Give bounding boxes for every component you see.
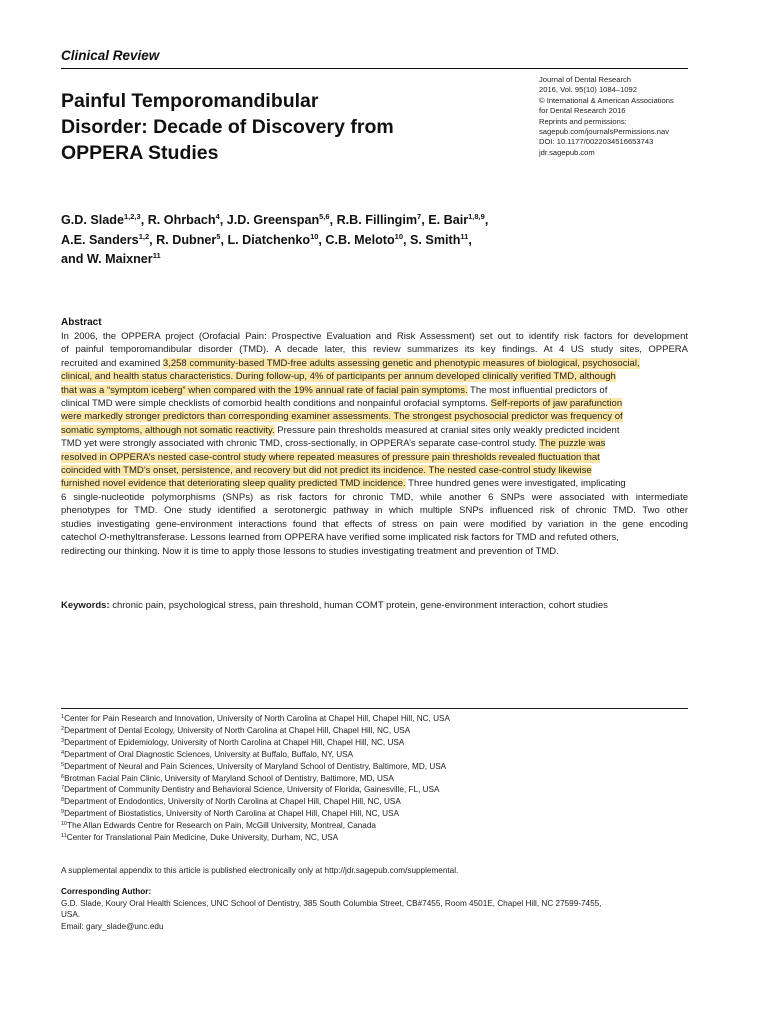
author-name: A.E. Sanders: [61, 232, 139, 247]
title-line: Disorder: Decade of Discovery from: [61, 116, 394, 138]
affiliation-number: 7: [61, 785, 65, 792]
affiliation-number: 6: [61, 773, 65, 780]
affiliation-text: Department of Oral Diagnostic Sciences, University at Buffalo, Buffalo, NY, USA: [64, 749, 354, 759]
affiliation-item: [61, 773, 701, 785]
affiliation-item: [61, 820, 701, 832]
section-label: Clinical Review: [61, 48, 160, 63]
abstract-line: [61, 397, 688, 410]
affiliation-item: [61, 761, 701, 773]
abstract-text: TMD yet were strongly associated with chronic TMD, cross-sectionally, in OPPERA’s separate case-control study.: [61, 438, 540, 450]
author-affiliation-marker: 7: [417, 212, 422, 221]
author-name: J.D. Greenspan: [226, 213, 320, 227]
affiliation-item: [61, 832, 701, 844]
author-affiliation-marker: 11: [460, 231, 469, 241]
affiliation-list: [61, 713, 701, 844]
affiliation-number: 3: [61, 737, 65, 744]
author-affiliation-marker: 11: [152, 251, 161, 260]
journal-name: Journal of Dental Research: [539, 75, 632, 84]
affiliation-number: 10: [61, 821, 68, 828]
journal-reprints: Reprints and permissions:: [539, 116, 627, 126]
affiliation-text: Brotman Facial Pain Clinic, University of Maryland School of Dentistry, Baltimore, MD, USA: [64, 773, 394, 783]
author-name: S. Smith: [410, 232, 461, 247]
author-affiliation-marker: 10: [394, 231, 404, 241]
abstract-line: [61, 357, 688, 370]
author-affiliation-marker: 4: [215, 212, 220, 221]
affiliation-number: 1: [61, 714, 65, 720]
affiliation-text: Department of Dental Ecology, University of North Carolina at Chapel Hill, Chapel Hill, NC, USA: [64, 725, 411, 735]
affiliation-number: 11: [61, 833, 67, 840]
affiliation-number: 9: [61, 809, 65, 816]
affiliation-text: The Allan Edwards Centre for Research on Pain, McGill University, Montreal, Canada: [67, 821, 376, 831]
abstract-line: [61, 477, 688, 490]
abstract-line: [61, 370, 688, 383]
abstract-line: [61, 424, 688, 437]
supplemental-note: A supplemental appendix to this article is published electronically only at http://jdr.sagepub.com/supplemental.: [61, 866, 459, 875]
abstract-line: [61, 410, 688, 423]
affiliation-item: [61, 737, 701, 749]
affiliation-number: 2: [61, 725, 65, 732]
affiliation-text: Department of Epidemiology, University of North Carolina at Chapel Hill, Chapel Hill, NC, USA: [64, 737, 405, 747]
abstract-highlight: were markedly stronger predictors than corresponding examiner assessments. The strongest psychosocial predictor was frequency of: [61, 411, 623, 423]
affiliation-number: 5: [61, 761, 65, 768]
abstract-highlight: furnished novel evidence that deteriorating sleep quality predicted TMD incidence.: [61, 478, 406, 490]
abstract-highlight: coincided with TMD’s onset, persistence, and recovery but did not predict its incidence. The nested case-control study likewise: [61, 465, 592, 477]
abstract-text: Pressure pain thresholds measured at cranial sites only weakly predicted incident: [274, 424, 620, 436]
abstract-line: In 2006, the OPPERA project (Orofacial Pain: Prospective Evaluation and Risk Assessment) set out to identify risk factors for development: [61, 331, 688, 342]
header-rule: [61, 68, 688, 69]
affiliation-number: 8: [61, 797, 65, 804]
journal-volume: 2016, Vol. 95(10) 1084–1092: [539, 85, 637, 95]
author-affiliation-marker: 10: [310, 231, 319, 241]
affiliation-text: Center for Pain Research and Innovation, University of North Carolina at Chapel Hill, Chapel Hill, NC, USA: [64, 714, 450, 723]
affiliation-item: [61, 796, 701, 808]
affiliation-text: Center for Translational Pain Medicine, Duke University, Durham, NC, USA: [66, 833, 339, 843]
journal-info: [539, 75, 699, 158]
affiliation-text: Department of Neural and Pain Sciences, University of Maryland School of Dentistry, Baltimore, MD, USA: [64, 761, 447, 771]
corresponding-address-cont: USA.: [61, 910, 81, 920]
abstract-text: recruited and examined: [61, 357, 163, 369]
author-affiliation-marker: 5,6: [319, 212, 330, 221]
abstract-line: [61, 531, 688, 544]
abstract-line: studies investigating gene-environment interactions found that effects of stress on pain were modified by variation in the gene encoding: [61, 518, 688, 530]
corresponding-address: G.D. Slade, Koury Oral Health Sciences, UNC School of Dentistry, 385 South Columbia Street, CB#7455, Room 4501E, Chapel Hill, NC 27599-7455,: [61, 898, 602, 908]
author-name: W. Maixner: [86, 252, 153, 266]
title-line: Painful Temporomandibular: [61, 90, 319, 112]
affiliation-text: Department of Endodontics, University of North Carolina at Chapel Hill, Chapel Hill, NC, USA: [64, 797, 401, 807]
journal-copyright-cont: for Dental Research 2016: [539, 106, 626, 116]
journal-copyright: © International & American Associations: [539, 95, 674, 105]
affiliation-item: [61, 749, 701, 761]
author-name: R.B. Fillingim: [336, 213, 418, 227]
author-name: L. Diatchenko: [227, 232, 311, 247]
abstract-text: clinical TMD were simple checklists of comorbid health conditions and nonpainful orofacial symptoms.: [61, 398, 488, 410]
journal-doi[interactable]: DOI: 10.1177/0022034516653743: [539, 137, 654, 147]
author-affiliation-marker: 1,2: [138, 231, 150, 241]
abstract-line: 6 single-nucleotide polymorphisms (SNPs) as risk factors for chronic TMD, while another 6 SNPs were associated with intermediate: [61, 491, 688, 503]
affiliation-item: [61, 725, 701, 737]
footnote-rule: [61, 708, 688, 709]
author-line: and W. Maixner$^{11}$: [61, 251, 161, 266]
keywords: [61, 599, 701, 612]
author-name: R. Dubner: [156, 232, 217, 247]
abstract-line: [61, 451, 688, 464]
abstract-highlight: The puzzle was: [539, 438, 606, 450]
abstract-line: [61, 464, 688, 477]
affiliation-item: [61, 808, 701, 820]
journal-permissions-link[interactable]: sagepub.com/journalsPermissions.nav: [539, 127, 670, 137]
author-name: E. Bair: [428, 213, 469, 227]
affiliation-text: Department of Community Dentistry and Behavioral Science, University of Florida, Gainesville, FL, USA: [64, 785, 440, 795]
corresponding-heading: Corresponding Author:: [61, 887, 152, 896]
author-name: R. Ohrbach: [147, 213, 216, 227]
affiliation-item: [61, 713, 701, 725]
abstract-highlight: 3,258 community-based TMD-free adults assessing genetic and phenotypic measures of biological, psychosocial,: [162, 357, 640, 369]
abstract-heading: Abstract: [61, 317, 102, 328]
author-line: G.D. Slade$^{1,2,3}$, R. Ohrbach$^4$, J.D. Greenspan$^{5,6}$, R.B. Fillingim$^7$, E. Bair$^{1,8,9}$,: [61, 212, 489, 227]
author-affiliation-marker: 1,2,3: [124, 212, 141, 221]
abstract-line: redirecting our thinking. Now it is time to apply those lessons to studies investigating treatment and prevention of TMD.: [61, 545, 559, 557]
affiliation-number: 4: [61, 749, 65, 756]
author-list: [61, 211, 701, 270]
author-affiliation-marker: 1,8,9: [468, 212, 485, 221]
paper-title: [61, 88, 481, 166]
abstract-line: of painful temporomandibular disorder (TMD). A decade later, this review summarizes its key findings. At 4 US study sites, OPPERA: [61, 344, 688, 356]
abstract-body: [61, 330, 688, 558]
abstract-highlight: Self-reports of jaw parafunction: [490, 398, 623, 410]
abstract-text: Three hundred genes were investigated, implicating: [405, 478, 626, 490]
abstract-line: phenotypes for TMD. One study identified a serotonergic pathway in which multiple SNPs influenced risk of chronic TMD. Two other: [61, 505, 688, 517]
abstract-highlight: somatic symptoms, although not somatic reactivity.: [61, 424, 275, 436]
affiliation-item: [61, 784, 701, 796]
abstract-italic: O: [99, 532, 107, 544]
abstract-text: catechol: [61, 532, 100, 544]
corresponding-author: [61, 886, 701, 933]
author-name: G.D. Slade: [61, 213, 124, 227]
abstract-text: -methyltransferase. Lessons learned from OPPERA have verified some implicated risk factors for TMD and refuted others,: [106, 532, 619, 544]
affiliation-text: Department of Biostatistics, University of North Carolina at Chapel Hill, Chapel Hill, NC, USA: [64, 809, 399, 819]
abstract-highlight: resolved in OPPERA’s nested case-control study where repeated measures of pressure pain thresholds revealed fluctuation that: [61, 451, 600, 463]
author-line: A.E. Sanders$^{1,2}$, R. Dubner$^5$, L. Diatchenko$^{10}$, C.B. Meloto$^{10}$, S. Smith$^{11}$,: [61, 231, 472, 247]
title-line: OPPERA Studies: [61, 142, 219, 164]
abstract-highlight: that was a “symptom iceberg” when compared with the 19% annual rate of facial pain symptoms.: [61, 384, 468, 396]
abstract-text: The most influential predictors of: [467, 384, 608, 396]
abstract-line: [61, 437, 688, 450]
journal-website-link[interactable]: jdr.sagepub.com: [539, 147, 595, 157]
abstract-highlight: clinical, and health status characteristics. During follow-up, 4% of participants per annum developed clinically verified TMD, although: [61, 371, 616, 383]
corresponding-email[interactable]: Email: gary_slade@unc.edu: [61, 922, 164, 932]
abstract-line: [61, 384, 688, 397]
keywords-text: chronic pain, psychological stress, pain threshold, human COMT protein, gene-environment interaction, cohort studies: [109, 600, 608, 611]
keywords-label: Keywords:: [61, 600, 110, 611]
author-affiliation-marker: 5: [216, 231, 221, 241]
author-name: C.B. Meloto: [325, 232, 395, 247]
